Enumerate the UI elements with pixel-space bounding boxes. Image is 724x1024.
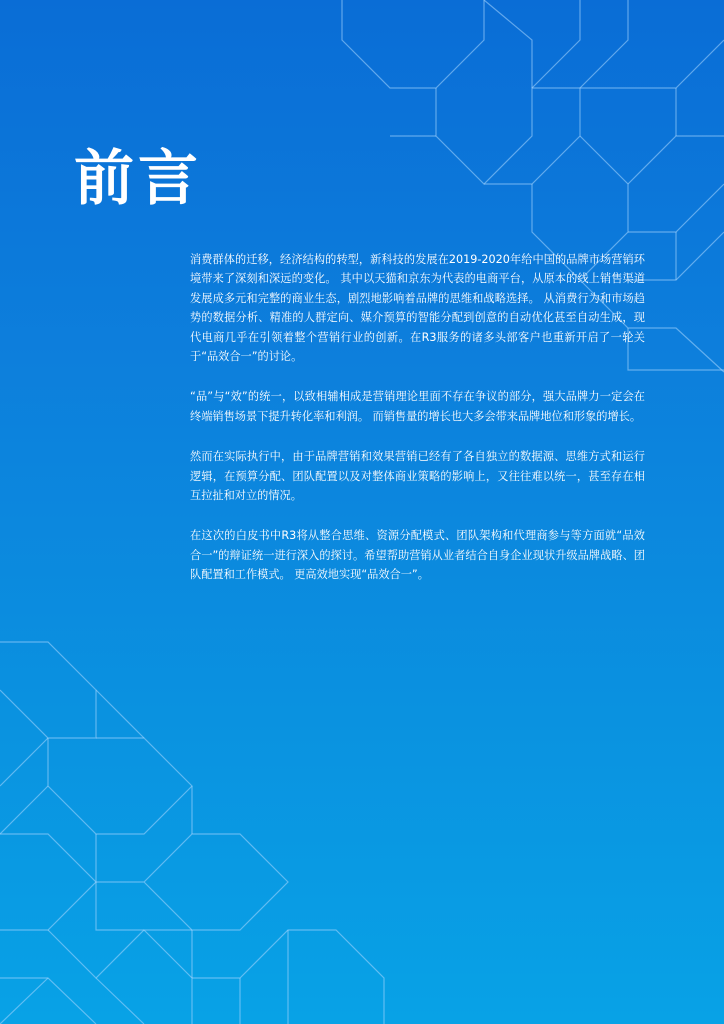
preface-body <box>190 250 645 606</box>
paragraph: “品”与“效”的统一，以致相辅相成是营销理论里面不存在争议的部分，强大品牌力一定会在终端销售场景下提升转化率和利润。 而销售量的增长也大多会带来品牌地位和形象的增长。 <box>190 390 645 423</box>
paragraph: 在这次的白皮书中R3将从整合思维、资源分配模式、团队架构和代理商参与等方面就“品效合一”的辩证统一进行深入的探讨。希望帮助营销从业者结合自身企业现状升级品牌战略、团队配置和工作模式。 更高效地实现“品效合一”。 <box>190 529 645 582</box>
paragraph: 消费群体的迁移，经济结构的转型，新科技的发展在2019-2020年给中国的品牌市场营销环境带来了深刻和深远的变化。 其中以天猫和京东为代表的电商平台，从原本的线上销售渠道发展成多元和完整的商业生态，剧烈地影响着品牌的思维和战略选择。 从消费行为和市场趋势的数据分析、精准的人群定向、媒介预算的智能分配到创意的自动优化甚至自动生成，现代电商几乎在引领着整个营销行业的创新。在R3服务的诸多头部客户也重新开启了一轮关于“品效合一”的讨论。 <box>190 253 645 364</box>
page-title: 前言 <box>74 144 202 214</box>
paragraph: 然而在实际执行中，由于品牌营销和效果营销已经有了各自独立的数据源、思维方式和运行逻辑，在预算分配、团队配置以及对整体商业策略的影响上，又往往难以统一，甚至存在相互拉扯和对立的情况。 <box>190 450 645 503</box>
